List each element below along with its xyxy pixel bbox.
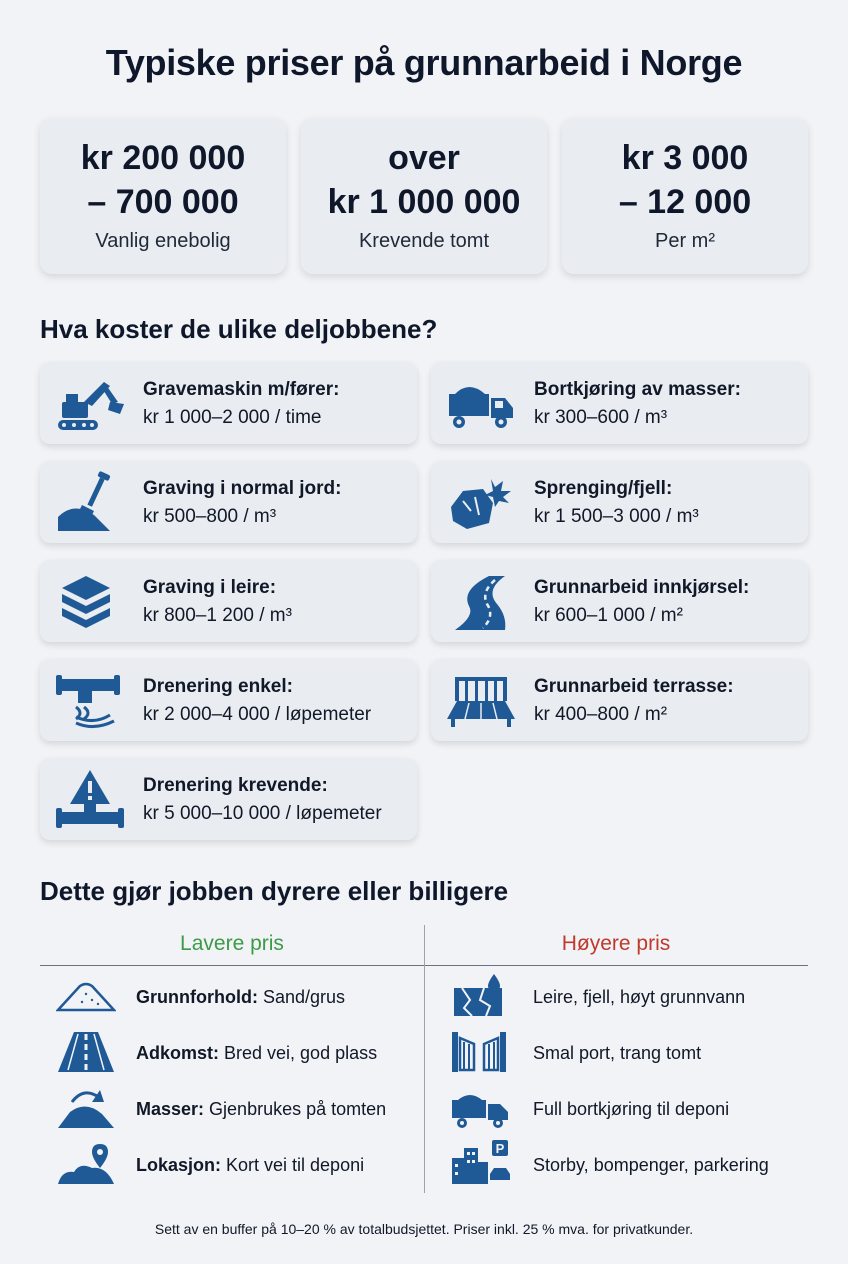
factor-low-ground: Grunnforhold: Sand/grus bbox=[136, 987, 346, 1007]
job-price: kr 5 000–10 000 / løpemeter bbox=[143, 803, 382, 824]
factor-high-location: Storby, bompenger, parkering bbox=[533, 1155, 769, 1175]
excavator-icon bbox=[54, 372, 126, 434]
job-card-drainage-demanding bbox=[40, 758, 417, 840]
job-price: kr 1 000–2 000 / time bbox=[143, 407, 322, 428]
job-name: Drenering krevende: bbox=[143, 775, 328, 796]
divider-vertical bbox=[424, 925, 425, 1193]
job-price: kr 1 500–3 000 / m³ bbox=[534, 506, 699, 527]
reuse-soil-icon bbox=[56, 1086, 116, 1130]
factor-high-ground: Leire, fjell, høyt grunnvann bbox=[533, 987, 746, 1007]
stat-card-per-m2 bbox=[562, 118, 808, 274]
stat-value-line2: kr 1 000 000 bbox=[327, 183, 521, 221]
stat-value-line1: kr 3 000 bbox=[621, 139, 749, 177]
stat-value-line2: – 700 000 bbox=[87, 183, 239, 221]
dump-truck-icon bbox=[445, 372, 517, 434]
city-parking-icon bbox=[450, 1140, 510, 1184]
wide-road-icon bbox=[56, 1030, 116, 1074]
stat-card-typical-house bbox=[40, 118, 286, 274]
driveway-road-icon bbox=[445, 570, 517, 632]
terrace-icon bbox=[445, 669, 517, 731]
job-price: kr 400–800 / m² bbox=[534, 704, 668, 725]
stat-label: Vanlig enebolig bbox=[95, 230, 231, 252]
job-price: kr 600–1 000 / m² bbox=[534, 605, 683, 626]
factor-high-access: Smal port, trang tomt bbox=[533, 1043, 702, 1063]
section-heading-factors: Dette gjør jobben dyrere eller billigere bbox=[40, 876, 509, 906]
factor-low-access: Adkomst: Bred vei, god plass bbox=[136, 1043, 378, 1063]
cracked-ground-icon bbox=[450, 974, 510, 1018]
job-card-blasting bbox=[431, 461, 808, 543]
shovel-icon bbox=[54, 471, 126, 533]
section-heading-jobs: Hva koster de ulike deljobbene? bbox=[40, 314, 438, 344]
job-card-driveway bbox=[431, 560, 808, 642]
factor-high-masses: Full bortkjøring til deponi bbox=[533, 1099, 730, 1119]
job-card-clay bbox=[40, 560, 417, 642]
job-name: Sprenging/fjell: bbox=[534, 478, 673, 499]
job-card-drainage-simple bbox=[40, 659, 417, 741]
dump-truck-icon bbox=[450, 1086, 510, 1130]
stat-label: Krevende tomt bbox=[358, 230, 490, 252]
stat-label: Per m² bbox=[655, 230, 715, 252]
job-card-excavator bbox=[40, 362, 417, 444]
drain-pipe-icon bbox=[54, 669, 126, 731]
warning-pipe-icon bbox=[54, 768, 126, 830]
page-title: Typiske priser på grunnarbeid i Norge bbox=[105, 42, 743, 83]
job-price: kr 500–800 / m³ bbox=[143, 506, 277, 527]
clay-layers-icon bbox=[54, 570, 126, 632]
stat-value-line1: over bbox=[388, 139, 460, 177]
job-price: kr 800–1 200 / m³ bbox=[143, 605, 292, 626]
job-name: Grunnarbeid terrasse: bbox=[534, 676, 734, 697]
svg-text:P: P bbox=[495, 1141, 505, 1156]
location-pin-icon bbox=[56, 1142, 116, 1186]
job-name: Graving i leire: bbox=[143, 577, 277, 598]
footer-note: Sett av en buffer på 10–20 % av totalbudsjettet. Priser inkl. 25 % mva. for privatkunder. bbox=[154, 1221, 694, 1237]
job-name: Graving i normal jord: bbox=[143, 478, 342, 499]
job-name: Drenering enkel: bbox=[143, 676, 293, 697]
narrow-gate-icon bbox=[450, 1030, 510, 1074]
lower-price-heading: Lavere pris bbox=[180, 932, 284, 955]
stat-value-line1: kr 200 000 bbox=[80, 139, 246, 177]
job-card-soil-removal bbox=[431, 362, 808, 444]
sand-pile-icon bbox=[56, 976, 116, 1020]
higher-price-heading: Høyere pris bbox=[561, 932, 671, 955]
factor-low-location: Lokasjon: Kort vei til deponi bbox=[136, 1155, 365, 1175]
job-card-normal-soil bbox=[40, 461, 417, 543]
factor-low-masses: Masser: Gjenbrukes på tomten bbox=[136, 1099, 387, 1119]
job-price: kr 300–600 / m³ bbox=[534, 407, 668, 428]
job-name: Grunnarbeid innkjørsel: bbox=[534, 577, 750, 598]
stat-value-line2: – 12 000 bbox=[618, 183, 752, 221]
stat-card-demanding-plot bbox=[301, 118, 547, 274]
job-name: Bortkjøring av masser: bbox=[534, 379, 741, 400]
rock-blast-icon bbox=[445, 471, 517, 533]
job-name: Gravemaskin m/fører: bbox=[143, 379, 340, 400]
job-price: kr 2 000–4 000 / løpemeter bbox=[143, 704, 372, 725]
job-card-terrace bbox=[431, 659, 808, 741]
